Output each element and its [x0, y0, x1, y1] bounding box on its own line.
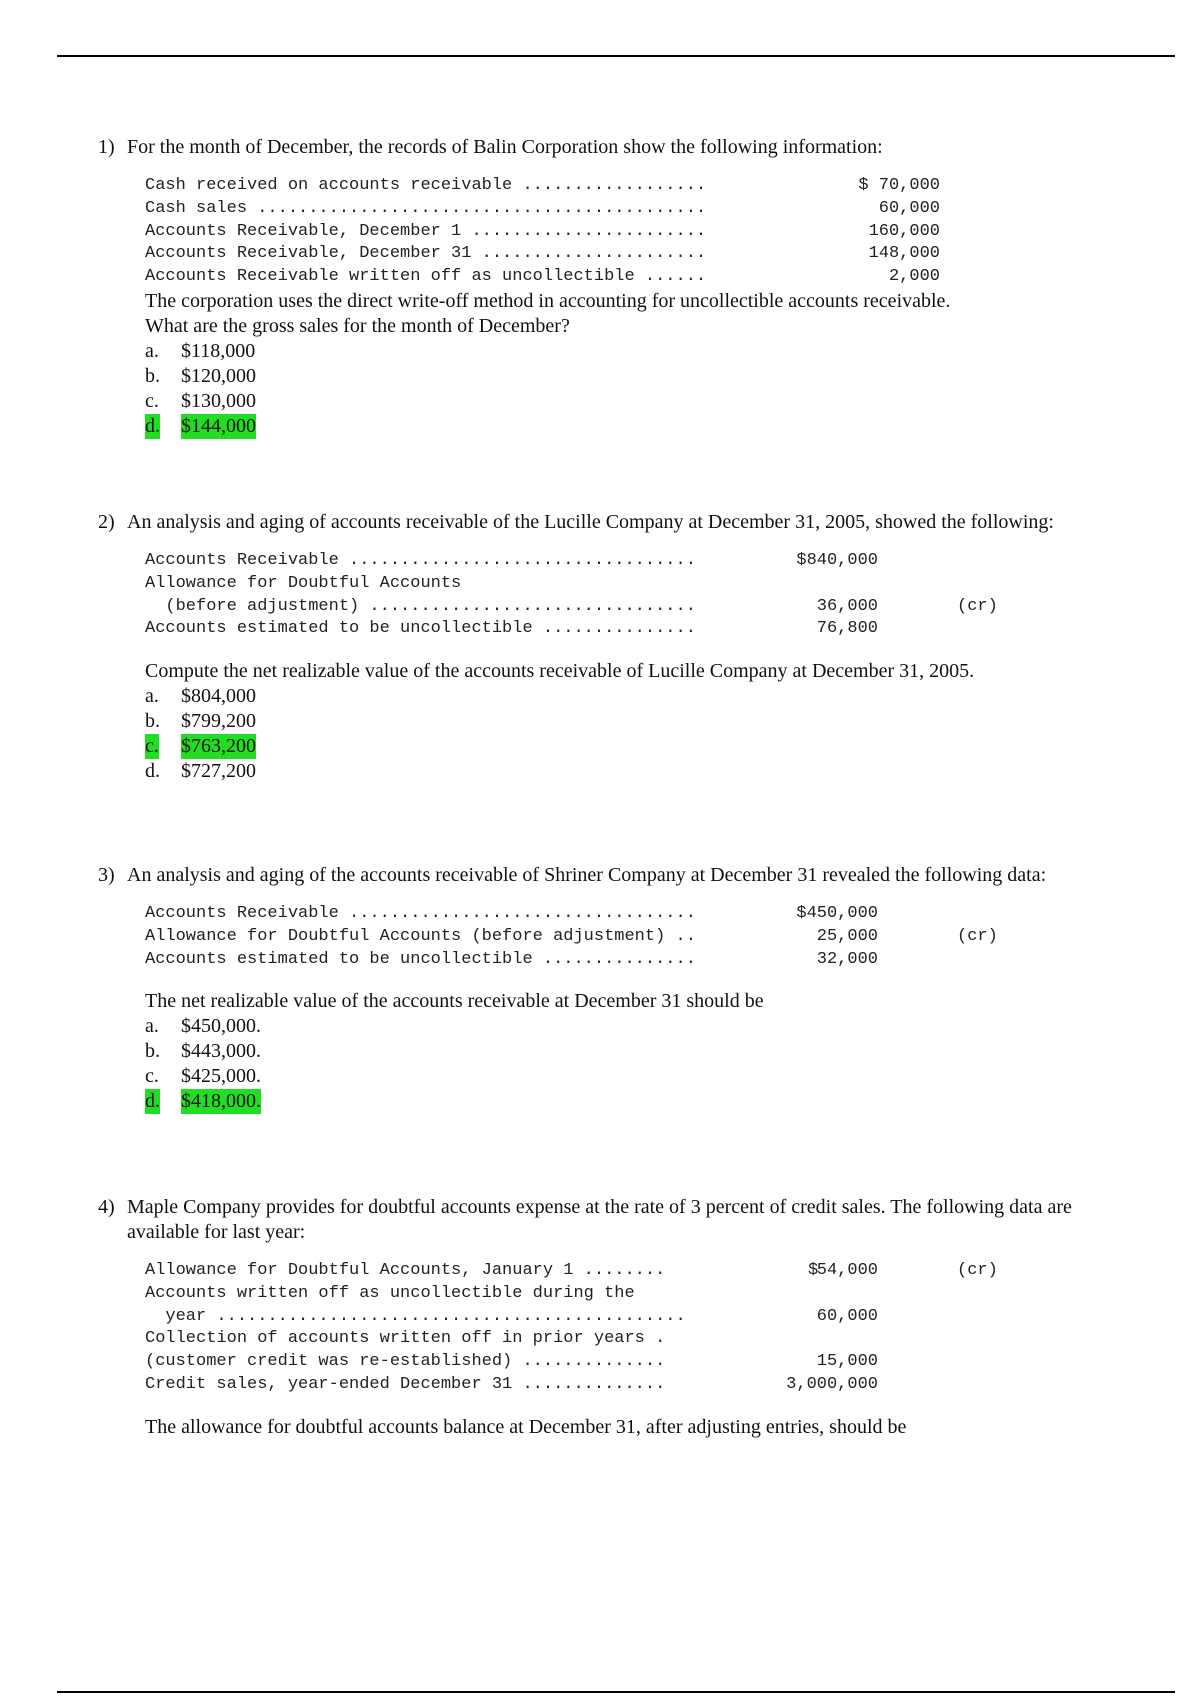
row-amount: 76,800 — [816, 619, 878, 639]
table-row — [145, 1283, 1098, 1306]
answer-option-correct — [145, 1089, 1098, 1114]
row-amount: $840,000 — [796, 551, 878, 570]
question-number: 2) — [98, 511, 115, 533]
row-label: Accounts estimated to be uncollectible ............... — [145, 949, 696, 969]
table-row — [145, 596, 1098, 619]
option-letter: b. — [145, 710, 160, 733]
answer-option — [145, 339, 1098, 364]
row-amount: $450,000 — [796, 904, 878, 923]
answer-option-correct — [145, 734, 1098, 759]
answer-option — [145, 759, 1098, 784]
question-number: 1) — [98, 136, 115, 158]
option-letter: a. — [145, 685, 159, 708]
prompt-line: The net realizable value of the accounts receivable at December 31 should be — [145, 990, 764, 1013]
question-header — [98, 510, 1098, 535]
answer-option — [145, 1039, 1098, 1064]
data-table — [145, 550, 1098, 641]
answer-option — [145, 1014, 1098, 1039]
question-4 — [98, 1195, 1098, 1440]
question-header — [98, 1195, 1098, 1245]
table-row — [145, 926, 1098, 949]
prompt-line: The allowance for doubtful accounts balance at December 31, after adjusting entries, should be — [145, 1415, 907, 1438]
table-row — [145, 949, 1098, 972]
table-row — [145, 1374, 1098, 1397]
row-label: (customer credit was re-established) .............. — [145, 1352, 666, 1372]
row-label: Accounts estimated to be uncollectible ............... — [145, 619, 696, 639]
option-letter: d. — [145, 760, 160, 783]
row-label: Allowance for Doubtful Accounts (before adjustment) .. — [145, 926, 696, 946]
row-amount: $ 70,000 — [858, 176, 940, 195]
row-amount: 60,000 — [816, 1306, 878, 1326]
question-prompt — [145, 659, 1098, 684]
answer-options — [145, 1014, 1098, 1114]
table-row — [145, 221, 1098, 244]
option-value: $443,000. — [181, 1040, 261, 1063]
option-letter: b. — [145, 1040, 160, 1063]
prompt-line: Compute the net realizable value of the accounts receivable of Lucille Company at December 31, 2005. — [145, 660, 975, 683]
data-table — [145, 1260, 1098, 1397]
option-value: $727,200 — [181, 760, 256, 783]
answer-option-correct — [145, 414, 1098, 439]
row-label: Accounts Receivable .................................. — [145, 904, 696, 923]
question-prompt — [145, 1415, 1098, 1440]
row-label: Collection of accounts written off in prior years . — [145, 1329, 666, 1349]
bottom-rule — [57, 1691, 1175, 1693]
answer-option — [145, 684, 1098, 709]
row-amount: 36,000 — [816, 596, 878, 616]
row-label: Accounts Receivable .................................. — [145, 551, 696, 570]
option-letter: a. — [145, 339, 159, 362]
answer-option — [145, 389, 1098, 414]
data-table — [145, 175, 1098, 289]
option-value: $118,000 — [181, 339, 256, 362]
table-row — [145, 175, 1098, 198]
data-table — [145, 903, 1098, 971]
prompt-line: What are the gross sales for the month of December? — [145, 314, 570, 337]
row-amount: 160,000 — [868, 221, 940, 241]
row-label: Credit sales, year-ended December 31 .............. — [145, 1374, 666, 1394]
table-row — [145, 1306, 1098, 1329]
row-label: Accounts Receivable, December 31 ...................... — [145, 244, 707, 264]
row-label: Cash received on accounts receivable .................. — [145, 176, 707, 195]
table-row — [145, 618, 1098, 641]
row-amount: 32,000 — [816, 949, 878, 969]
option-value: $763,200 — [181, 735, 256, 758]
question-2 — [98, 510, 1098, 784]
question-3 — [98, 863, 1098, 1114]
question-text: An analysis and aging of the accounts receivable of Shriner Company at December 31 revealed the following data: — [127, 864, 1047, 886]
row-amount: 3,000,000 — [786, 1374, 878, 1394]
question-text: An analysis and aging of accounts receivable of the Lucille Company at December 31, 2005, showed the following: — [127, 511, 1054, 533]
option-letter: d. — [145, 414, 160, 437]
row-label: Allowance for Doubtful Accounts — [145, 573, 462, 593]
row-amount: 60,000 — [878, 198, 940, 218]
question-text: Maple Company provides for doubtful accounts expense at the rate of 3 percent of credit sales. The following data are available for last year: — [127, 1196, 1072, 1243]
top-rule — [57, 55, 1175, 57]
table-row — [145, 198, 1098, 221]
table-row — [145, 573, 1098, 596]
row-amount: 2,000 — [888, 267, 940, 287]
option-value: $130,000 — [181, 389, 256, 412]
option-letter: d. — [145, 1090, 160, 1113]
row-note: (cr) — [957, 596, 998, 616]
row-amount: 15,000 — [816, 1352, 878, 1372]
option-letter: b. — [145, 364, 160, 387]
option-letter: c. — [145, 389, 159, 412]
table-row — [145, 550, 1098, 573]
row-label: (before adjustment) ................................ — [145, 596, 696, 616]
row-note: (cr) — [957, 926, 998, 946]
row-label: Accounts Receivable, December 1 ....................... — [145, 221, 707, 241]
question-number: 4) — [98, 1196, 115, 1218]
table-row — [145, 1260, 1098, 1283]
option-letter: c. — [145, 1065, 159, 1088]
row-amount: 54,000 — [816, 1261, 878, 1280]
table-row — [145, 1351, 1098, 1374]
question-header — [98, 863, 1098, 888]
option-value: $799,200 — [181, 710, 256, 733]
question-prompt — [145, 989, 1098, 1014]
question-number: 3) — [98, 864, 115, 886]
option-value: $425,000. — [181, 1065, 261, 1088]
row-label: Cash sales ............................................ — [145, 198, 707, 218]
row-amount: 25,000 — [816, 926, 878, 946]
option-value: $418,000. — [181, 1090, 261, 1113]
option-value: $120,000 — [181, 364, 256, 387]
row-note: (cr) — [957, 1261, 998, 1280]
row-currency: $ — [808, 1261, 819, 1280]
row-label: Accounts Receivable written off as uncollectible ...... — [145, 267, 707, 287]
answer-option — [145, 1064, 1098, 1089]
answer-option — [145, 364, 1098, 389]
option-letter: a. — [145, 1015, 159, 1038]
row-label: Accounts written off as uncollectible during the — [145, 1283, 635, 1303]
option-letter: c. — [145, 735, 159, 758]
table-row — [145, 903, 1098, 926]
question-header — [98, 135, 1098, 160]
row-label: year .............................................. — [145, 1306, 686, 1326]
answer-option — [145, 709, 1098, 734]
prompt-line: The corporation uses the direct write-off method in accounting for uncollectible accounts receivable. — [145, 289, 951, 312]
question-text: For the month of December, the records of Balin Corporation show the following information: — [127, 136, 883, 158]
option-value: $144,000 — [181, 414, 256, 437]
row-label: Allowance for Doubtful Accounts, January 1 ........ — [145, 1261, 666, 1280]
question-1 — [98, 135, 1098, 439]
option-value: $450,000. — [181, 1015, 261, 1038]
answer-options — [145, 684, 1098, 784]
table-row — [145, 266, 1098, 289]
question-prompt — [145, 289, 1098, 339]
table-row — [145, 1328, 1098, 1351]
answer-options — [145, 339, 1098, 439]
option-value: $804,000 — [181, 685, 256, 708]
row-amount: 148,000 — [868, 244, 940, 264]
table-row — [145, 243, 1098, 266]
